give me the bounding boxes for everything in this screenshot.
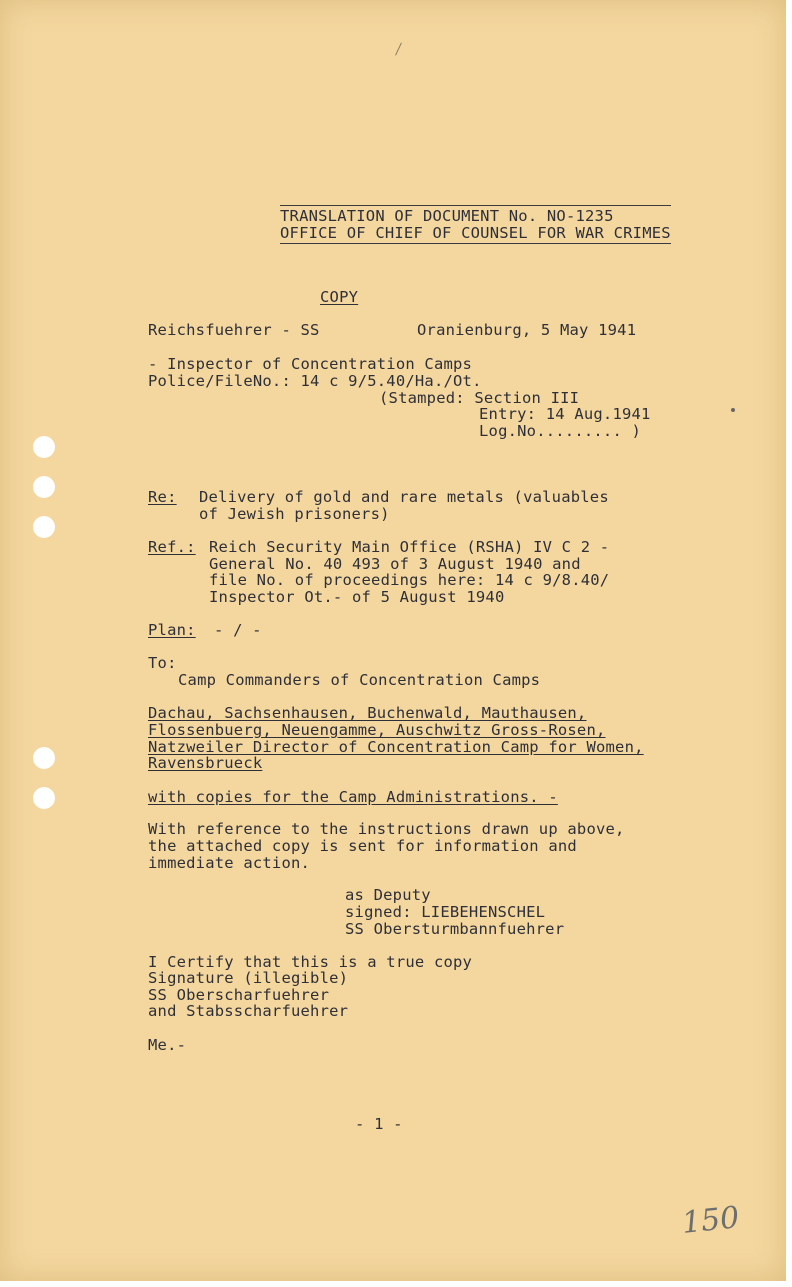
body-line-1: With reference to the instructions drawn up above, xyxy=(148,820,625,838)
ref-line-1: Reich Security Main Office (RSHA) IV C 2 - xyxy=(209,538,610,556)
certification-line-2: Signature (illegible) xyxy=(148,969,349,987)
plan-label: Plan: xyxy=(148,621,196,639)
re-line-1: Delivery of gold and rare metals (valuables xyxy=(199,488,609,506)
plan-value: - / - xyxy=(214,621,262,639)
certification-line-4: and Stabsscharfuehrer xyxy=(148,1002,349,1020)
camps-line-2: Flossenbuerg, Neuengamme, Auschwitz Gross-Rosen, xyxy=(148,721,606,739)
body-line-3: immediate action. xyxy=(148,854,311,872)
handwritten-number: 150 xyxy=(680,1200,741,1241)
inspector-line: - Inspector of Concentration Camps xyxy=(148,355,473,373)
file-number: Police/FileNo.: 14 c 9/5.40/Ha./Ot. xyxy=(148,372,482,390)
punch-hole xyxy=(33,787,55,809)
signature-line-1: as Deputy xyxy=(345,886,431,904)
camps-line-3: Natzweiler Director of Concentration Camp for Women, xyxy=(148,738,644,756)
camps-line-1: Dachau, Sachsenhausen, Buchenwald, Mauthausen, xyxy=(148,704,587,722)
stamp-line-2: Entry: 14 Aug.1941 xyxy=(479,405,651,423)
punch-hole xyxy=(33,476,55,498)
re-line-2: of Jewish prisoners) xyxy=(199,505,390,523)
certification-line-1: I Certify that this is a true copy xyxy=(148,953,473,971)
header-line-2: OFFICE OF CHIEF OF COUNSEL FOR WAR CRIMES xyxy=(280,224,671,242)
initials: Me.- xyxy=(148,1036,187,1054)
stamp-line-3: Log.No......... ) xyxy=(479,422,642,440)
ink-spot xyxy=(731,408,735,412)
page-number: - 1 - xyxy=(355,1115,403,1133)
signature-line-2: signed: LIEBEHENSCHEL xyxy=(345,903,546,921)
camps-line-4: Ravensbrueck xyxy=(148,754,263,772)
signature-line-3: SS Obersturmbannfuehrer xyxy=(345,920,565,938)
punch-hole xyxy=(33,747,55,769)
body-line-2: the attached copy is sent for information and xyxy=(148,837,577,855)
recipient: Camp Commanders of Concentration Camps xyxy=(178,671,541,689)
ref-label: Ref.: xyxy=(148,538,196,556)
document-header xyxy=(280,205,671,244)
stamp-line-1: (Stamped: Section III xyxy=(379,389,580,407)
re-label: Re: xyxy=(148,488,177,506)
ref-line-4: Inspector Ot.- of 5 August 1940 xyxy=(209,588,505,606)
to-label: To: xyxy=(148,654,177,672)
header-line-1: TRANSLATION OF DOCUMENT No. NO-1235 xyxy=(280,207,614,225)
punch-hole xyxy=(33,516,55,538)
sender: Reichsfuehrer - SS xyxy=(148,321,320,339)
place-date: Oranienburg, 5 May 1941 xyxy=(417,321,637,339)
pen-mark xyxy=(395,42,402,55)
copy-label: COPY xyxy=(320,288,359,306)
ref-line-3: file No. of proceedings here: 14 c 9/8.40/ xyxy=(209,571,610,589)
ref-line-2: General No. 40 493 of 3 August 1940 and xyxy=(209,555,581,573)
punch-hole xyxy=(33,436,55,458)
certification-line-3: SS Oberscharfuehrer xyxy=(148,986,330,1004)
copies-line: with copies for the Camp Administrations. - xyxy=(148,788,558,806)
